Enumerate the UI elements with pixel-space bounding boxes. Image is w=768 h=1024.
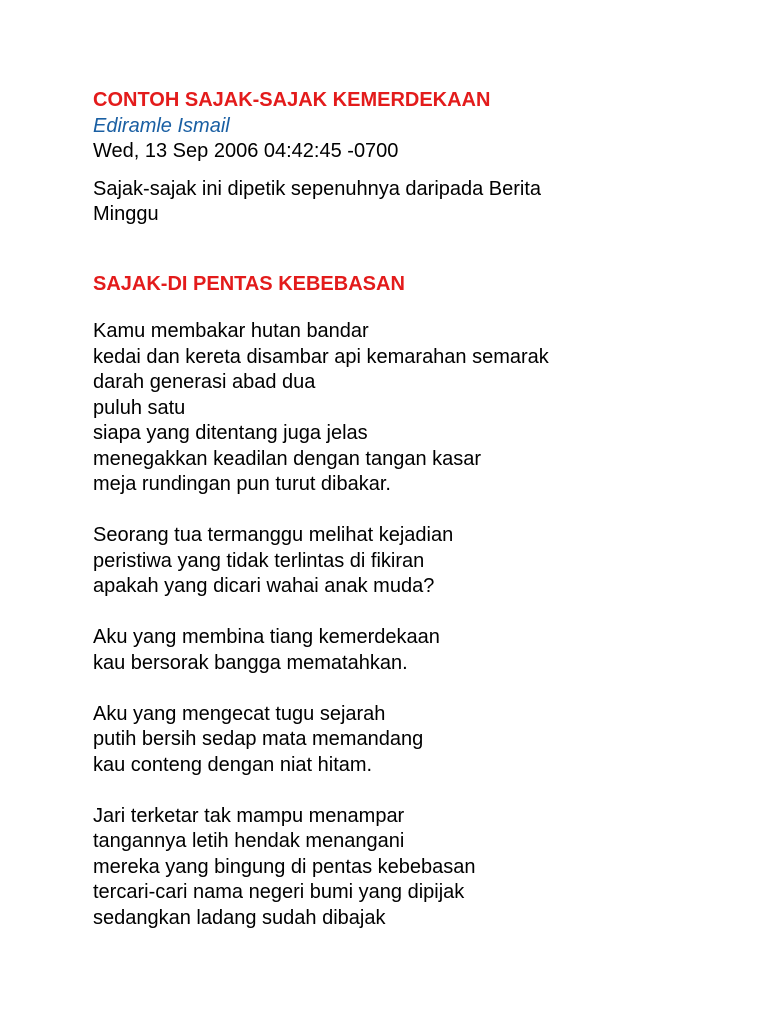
poem-line: Aku yang mengecat tugu sejarah xyxy=(93,702,386,725)
poem-line: meja rundingan pun turut dibakar. xyxy=(93,473,391,495)
document-content xyxy=(93,88,733,957)
stanza xyxy=(93,702,733,779)
stanza xyxy=(93,625,733,676)
poem-line: kedai dan kereta disambar api kemarahan semarak xyxy=(93,345,549,368)
poem-line: apakah yang dicari wahai anak muda? xyxy=(93,575,435,597)
stanza xyxy=(93,319,733,498)
intro-text xyxy=(93,177,733,228)
poem-line: sedangkan ladang sudah dibajak xyxy=(93,906,386,929)
poem-line: mereka yang bingung di pentas kebebasan xyxy=(93,855,476,878)
poem-line: Aku yang membina tiang kemerdekaan xyxy=(93,626,440,648)
poem-line: Kamu membakar hutan bandar xyxy=(93,320,369,342)
post-date: Wed, 13 Sep 2006 04:42:45 -0700 xyxy=(93,140,399,162)
poem-line: peristiwa yang tidak terlintas di fikiran xyxy=(93,549,425,572)
author-name: Ediramle Ismail xyxy=(93,114,230,137)
poem-title: SAJAK-DI PENTAS KEBEBASAN xyxy=(93,272,405,295)
poem-line: kau conteng dengan niat hitam. xyxy=(93,753,373,776)
intro-line: Minggu xyxy=(93,203,159,225)
poem-line: Jari terketar tak mampu menampar xyxy=(93,804,405,827)
poem-line: darah generasi abad dua xyxy=(93,371,316,393)
stanza xyxy=(93,804,733,932)
document-title: CONTOH SAJAK-SAJAK KEMERDEKAAN xyxy=(93,89,491,111)
poem-line: putih bersih sedap mata memandang xyxy=(93,728,424,750)
poem-line: siapa yang ditentang juga jelas xyxy=(93,422,368,444)
poem-line: tercari-cari nama negeri bumi yang dipijak xyxy=(93,881,465,903)
poem-line: kau bersorak bangga mematahkan. xyxy=(93,651,408,674)
poem-line: Seorang tua termanggu melihat kejadian xyxy=(93,524,454,546)
intro-line: Sajak-sajak ini dipetik sepenuhnya daripada Berita xyxy=(93,177,542,200)
poem-line: menegakkan keadilan dengan tangan kasar xyxy=(93,447,482,470)
poem-line: tangannya letih hendak menangani xyxy=(93,830,405,852)
stanza xyxy=(93,523,733,600)
poem-line: puluh satu xyxy=(93,396,186,419)
poem-body xyxy=(93,319,733,931)
